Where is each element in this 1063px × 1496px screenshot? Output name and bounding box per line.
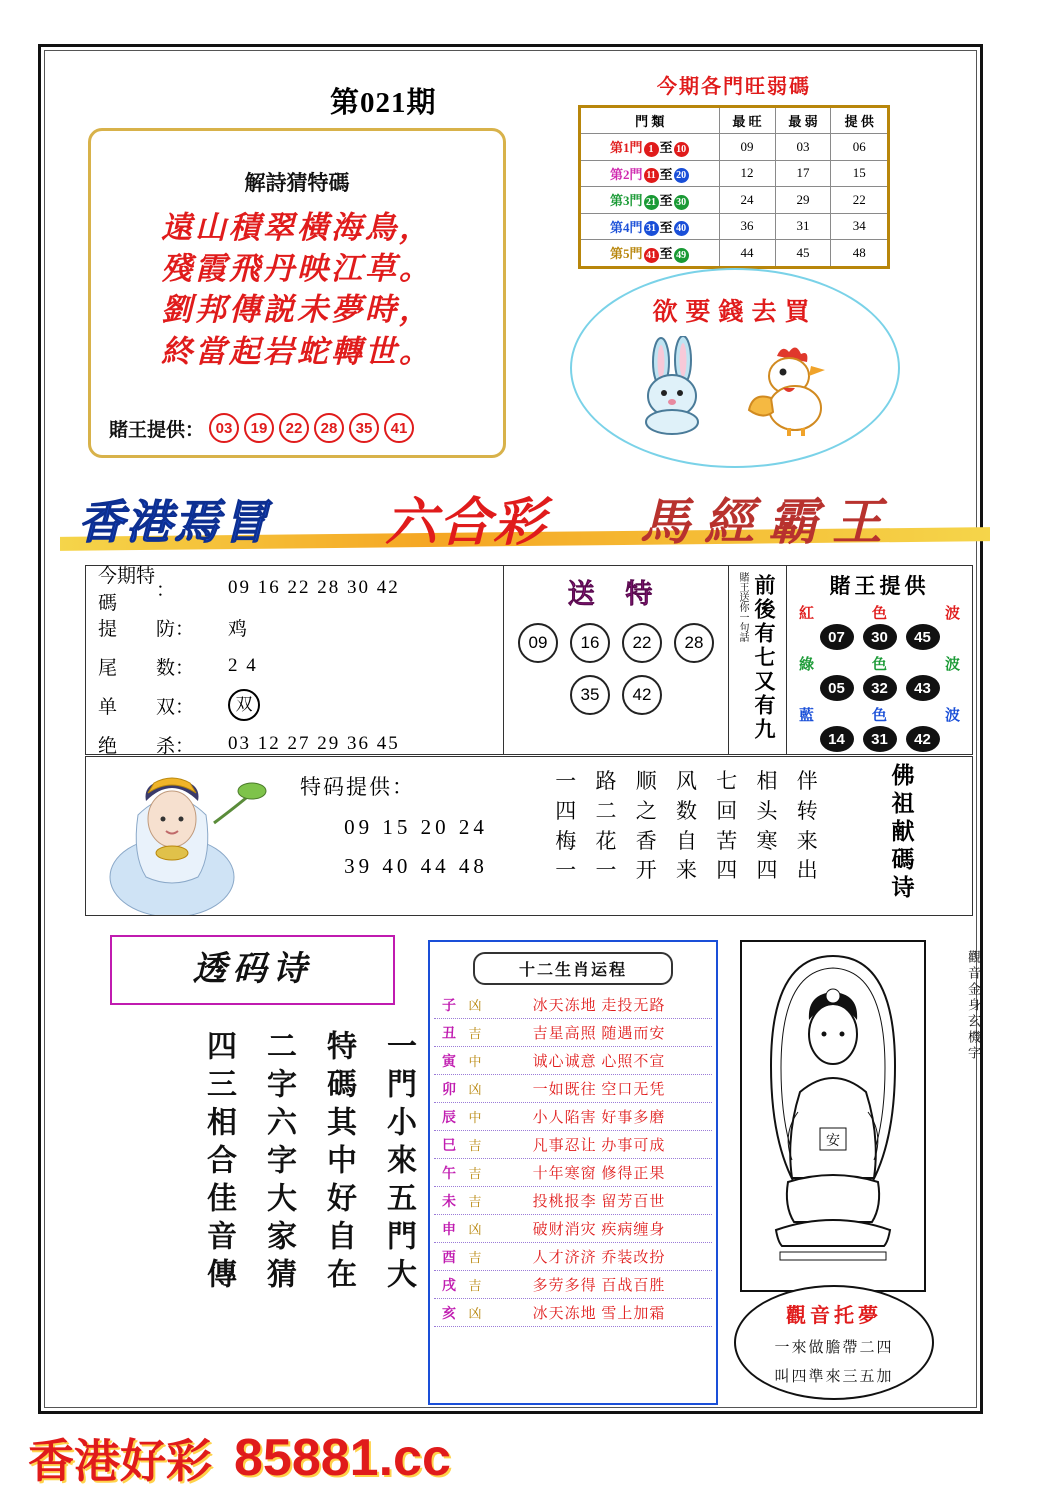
buddha-oval (734, 1285, 934, 1400)
zodiac-animal: 子 (442, 998, 456, 1014)
hot-value: 09 (719, 134, 775, 161)
send-ball: 35 (570, 675, 610, 715)
wave-row-red (793, 602, 966, 623)
info-line (98, 730, 491, 758)
info-left-column (86, 566, 504, 757)
zodiac-animal: 申 (442, 1222, 456, 1238)
wave-label-mid: 色 (871, 708, 887, 724)
info-key1: 单 (98, 696, 118, 718)
wave-balls-blue (793, 726, 966, 752)
wave-balls-green (793, 675, 966, 701)
zodiac-text: 十年寒窗 修得正果 (532, 1166, 666, 1182)
vertical-note-small: 賭王送你一句話 (737, 572, 748, 642)
info-value: 2 4 (228, 655, 258, 676)
tema-poem-line: 一 一 开 来 四 四 出 (555, 858, 825, 883)
zodiac-text: 冰天冻地 雪上加霜 (532, 1306, 666, 1322)
animal-panel (570, 268, 900, 468)
info-key1: 尾 (98, 657, 118, 679)
wave-label-right: 波 (944, 708, 960, 724)
wave-ball: 43 (906, 675, 940, 701)
gate-from: 1 (644, 142, 659, 157)
cold-value: 29 (775, 187, 831, 214)
zodiac-luck: 吉 (468, 1166, 482, 1181)
info-value-circled: 双 (228, 689, 260, 721)
poem-line: 遠山積翠橫海鳥， (161, 210, 433, 245)
tema-numbers-row2: 39 40 44 48 (344, 854, 488, 878)
table-header-row (580, 107, 889, 134)
poem-number: 19 (244, 413, 274, 443)
banner-left-text: 香港焉冒 (78, 497, 270, 548)
wave-ball: 45 (906, 624, 940, 650)
footer-brand: 香港好彩 (28, 1436, 212, 1487)
zodiac-text: 小人陷害 好事多磨 (532, 1110, 666, 1126)
tema-poem-line: 梅 花 香 自 苦 寒 来 (555, 828, 825, 853)
buddha-side-text: 觀音金身玄機字 (966, 950, 981, 1062)
zodiac-text: 人才济济 乔装改扮 (532, 1250, 666, 1266)
zodiac-row (434, 1075, 712, 1103)
zodiac-row (434, 1131, 712, 1159)
poem-line: 劉邦傳説未夢時， (161, 292, 433, 328)
poem-number: 22 (279, 413, 309, 443)
zodiac-luck: 吉 (468, 1194, 482, 1209)
zodiac-luck: 吉 (468, 1138, 482, 1153)
table-row: 第5門 41 至 49 44 45 48 (580, 240, 889, 268)
wave-ball: 30 (863, 624, 897, 650)
give-value: 34 (831, 213, 889, 240)
buddha-figure-icon (742, 942, 924, 1290)
table-row: 第1門 1 至 10 09 03 06 (580, 134, 889, 161)
wave-label-right: 波 (944, 606, 960, 622)
zodiac-animal: 丑 (442, 1026, 456, 1042)
wave-ball: 05 (820, 675, 854, 701)
zodiac-title: 十二生肖运程 (473, 952, 673, 985)
gate-to: 49 (674, 248, 689, 263)
animal-images (572, 336, 898, 436)
tema-numbers-row1: 09 15 20 24 (344, 815, 488, 839)
wave-label-left: 紅 (799, 606, 815, 622)
vertical-note-big: 前後有七又有九 (752, 574, 776, 742)
wave-ball: 42 (906, 726, 940, 752)
info-line (98, 691, 491, 719)
zodiac-animal: 午 (442, 1166, 456, 1182)
hot-value: 12 (719, 160, 775, 187)
tema-numbers-block (282, 757, 550, 915)
poem-lines (91, 207, 503, 372)
give-value: 22 (831, 187, 889, 214)
gate-label: 第3門 (610, 193, 643, 209)
buddha-panel (740, 940, 981, 1410)
zodiac-text: 吉星高照 随遇而安 (532, 1026, 666, 1042)
info-key2: 数： (156, 657, 195, 679)
zodiac-animal: 辰 (442, 1110, 456, 1126)
zodiac-row (434, 1019, 712, 1047)
give-value: 15 (831, 160, 889, 187)
gate-from: 11 (644, 168, 659, 183)
zodiac-animal: 卯 (442, 1082, 456, 1098)
wave-ball: 31 (863, 726, 897, 752)
give-value: 06 (831, 134, 889, 161)
zodiac-text: 冰天冻地 走投无路 (532, 998, 666, 1014)
zodiac-text: 诚心诚意 心照不宣 (532, 1054, 666, 1070)
toucode-poem-column: 特碼其中好自在 (322, 1030, 355, 1296)
tema-poem-line: 一 路 顺 风 七 相 伴 (555, 769, 825, 793)
wave-label-mid: 色 (871, 657, 887, 673)
dawang-panel (787, 566, 972, 754)
zodiac-text: 多劳多得 百战百胜 (532, 1278, 666, 1294)
info-line (98, 652, 491, 680)
gate-label: 第2門 (610, 166, 643, 182)
strength-table-title: 今期各門旺弱碼 (657, 76, 811, 98)
gate-from: 41 (644, 248, 659, 263)
give-value: 48 (831, 240, 889, 268)
send-ball: 16 (570, 623, 610, 663)
send-special-title: 送 特 (567, 579, 665, 609)
toucode-poem (60, 1030, 420, 1400)
col-cold: 最 弱 (775, 107, 831, 134)
zodiac-row (434, 1271, 712, 1299)
col-gate: 門 類 (580, 107, 720, 134)
strength-table (578, 105, 890, 269)
zodiac-animal: 寅 (442, 1054, 456, 1070)
zodiac-luck: 中 (468, 1110, 482, 1125)
poem-footer (109, 413, 493, 443)
wave-label-mid: 色 (871, 606, 887, 622)
zodiac-text: 破财消灾 疾病缠身 (532, 1222, 666, 1238)
zodiac-luck: 吉 (468, 1278, 482, 1293)
poem-title: 解詩猜特碼 (244, 171, 350, 195)
zodiac-row (434, 1187, 712, 1215)
tema-title: 特码提供： (300, 775, 415, 799)
zodiac-animal: 未 (442, 1194, 456, 1210)
send-ball: 09 (518, 623, 558, 663)
tema-panel (85, 756, 973, 916)
zodiac-text: 投桃报李 留芳百世 (532, 1194, 666, 1210)
info-key1: 绝 (98, 735, 118, 757)
zodiac-luck: 凶 (468, 998, 482, 1013)
guanyin-illustration (86, 757, 282, 915)
zodiac-animal: 酉 (442, 1250, 456, 1266)
gate-to: 40 (674, 221, 689, 236)
wave-ball: 14 (820, 726, 854, 752)
buddha-oval-line1: 一來做膽帶二四 (774, 1340, 894, 1356)
zodiac-luck: 凶 (468, 1306, 482, 1321)
poem-line: 殘霞飛丹映江草。 (161, 251, 433, 287)
toucode-poem-column: 二字六字大家猜 (262, 1030, 295, 1296)
toucode-title: 透码诗 (192, 951, 313, 988)
tema-poem-line: 四 二 之 数 回 头 转 (555, 798, 825, 823)
zodiac-text: 一如既往 空口无凭 (532, 1082, 666, 1098)
cold-value: 17 (775, 160, 831, 187)
hot-value: 36 (719, 213, 775, 240)
info-key2: 防： (156, 618, 195, 640)
zodiac-row (434, 1299, 712, 1327)
tema-right-vertical (830, 757, 972, 915)
poem-box (88, 128, 506, 458)
wave-ball: 07 (820, 624, 854, 650)
info-line (98, 566, 491, 614)
gate-to: 20 (674, 168, 689, 183)
banner-middle-text: 六合彩 (385, 495, 548, 552)
send-special-balls (504, 623, 728, 715)
buddha-oval-title: 觀音托夢 (786, 1305, 882, 1327)
rabbit-icon (631, 336, 717, 436)
tema-right-vertical-text: 佛祖献碼诗 (888, 763, 914, 903)
buddha-image-frame (740, 940, 926, 1292)
zodiac-luck: 吉 (468, 1250, 482, 1265)
hot-value: 44 (719, 240, 775, 268)
wave-row-green (793, 653, 966, 674)
tema-poem (550, 757, 830, 915)
guanyin-figure-icon (86, 757, 282, 915)
gate-label: 第5門 (610, 246, 643, 262)
col-give: 提 供 (831, 107, 889, 134)
poem-number: 03 (209, 413, 239, 443)
zodiac-luck: 凶 (468, 1222, 482, 1237)
info-key2: 双： (156, 696, 195, 718)
title-banner (60, 478, 990, 558)
hot-value: 24 (719, 187, 775, 214)
wave-row-blue (793, 704, 966, 725)
send-special-panel (504, 566, 729, 754)
poem-number: 41 (384, 413, 414, 443)
animal-panel-title: 欲要錢去買 (652, 299, 818, 326)
zodiac-panel (428, 940, 718, 1405)
info-value: 09 16 22 28 30 42 (228, 577, 400, 598)
table-row: 第3門 21 至 30 24 29 22 (580, 187, 889, 214)
poem-line: 終當起岩蛇轉世。 (161, 333, 433, 369)
zodiac-text: 凡事忍让 办事可成 (532, 1138, 666, 1154)
wave-ball: 32 (863, 675, 897, 701)
table-row: 第2門 11 至 20 12 17 15 (580, 160, 889, 187)
wave-label-left: 綠 (799, 657, 815, 673)
zodiac-animal: 戌 (442, 1278, 456, 1294)
zodiac-animal: 亥 (442, 1306, 456, 1322)
poem-number: 28 (314, 413, 344, 443)
gate-to: 30 (674, 195, 689, 210)
info-line (98, 613, 491, 641)
zodiac-luck: 吉 (468, 1026, 482, 1041)
zodiac-row (434, 991, 712, 1019)
info-value: 03 12 27 29 36 45 (228, 733, 400, 754)
gate-to: 10 (674, 142, 689, 157)
info-key2: 杀： (156, 735, 195, 757)
send-ball: 22 (622, 623, 662, 663)
poem-number: 35 (349, 413, 379, 443)
toucode-title-box (110, 935, 395, 1005)
cold-value: 31 (775, 213, 831, 240)
vertical-note-panel (729, 566, 787, 754)
zodiac-row (434, 1047, 712, 1075)
wave-label-right: 波 (944, 657, 960, 673)
buddha-oval-line2: 叫四準來三五加 (774, 1369, 894, 1385)
zodiac-row (434, 1159, 712, 1187)
info-key2: ： (156, 579, 176, 601)
poem-footer-label: 賭王提供： (109, 419, 205, 441)
table-row: 第4門 31 至 40 36 31 34 (580, 213, 889, 240)
info-value: 鸡 (228, 618, 250, 640)
cold-value: 45 (775, 240, 831, 268)
zodiac-row (434, 1103, 712, 1131)
zodiac-luck: 中 (468, 1054, 482, 1069)
banner-right-text: 馬經霸王 (640, 494, 896, 550)
svg-text:安: 安 (826, 1134, 840, 1149)
zodiac-luck: 凶 (468, 1082, 482, 1097)
cold-value: 03 (775, 134, 831, 161)
wave-label-left: 藍 (799, 708, 815, 724)
gate-from: 31 (644, 221, 659, 236)
zodiac-animal: 巳 (442, 1138, 456, 1154)
rooster-icon (743, 336, 839, 436)
toucode-poem-column: 一門小來五門大 (382, 1030, 415, 1296)
col-hot: 最 旺 (719, 107, 775, 134)
info-key1: 提 (98, 618, 118, 640)
footer-site: 85881.cc (234, 1429, 451, 1487)
strength-table-section (578, 70, 890, 269)
zodiac-row (434, 1243, 712, 1271)
send-ball: 42 (622, 675, 662, 715)
issue-title: 第021期 (330, 87, 437, 119)
info-key1: 今期特碼 (98, 566, 156, 614)
toucode-poem-column: 四三相合佳音傳 (202, 1030, 235, 1296)
footer-bar (0, 1420, 1063, 1496)
gate-from: 21 (644, 195, 659, 210)
send-ball: 28 (674, 623, 714, 663)
gate-label: 第4門 (610, 219, 643, 235)
gate-label: 第1門 (610, 140, 643, 155)
info-panel (85, 565, 973, 755)
zodiac-row (434, 1215, 712, 1243)
wave-balls-red (793, 624, 966, 650)
dawang-title: 賭王提供 (829, 574, 930, 598)
